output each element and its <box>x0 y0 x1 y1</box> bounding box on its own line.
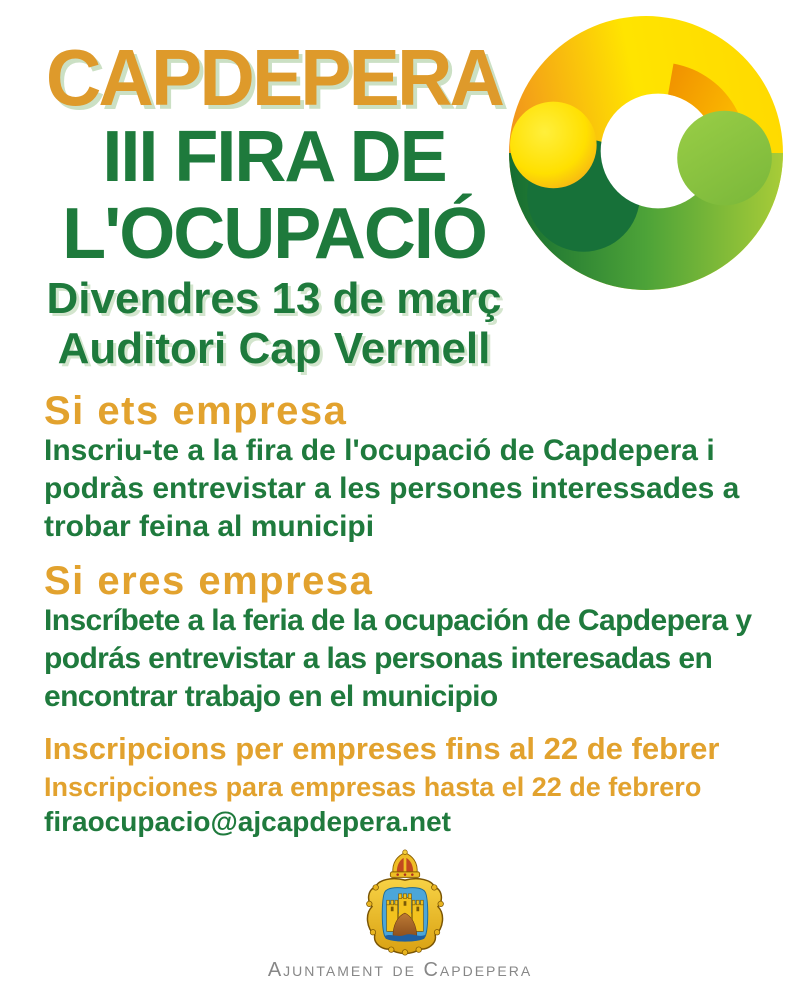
section-body-spanish <box>44 602 784 716</box>
body-line: encontrar trabajo en el municipio <box>44 680 498 713</box>
body-line: Inscriu-te a la fira de l'ocupació de Capdepera i <box>44 434 715 467</box>
contact-email: firaocupacio@ajcapdepera.net <box>44 806 451 837</box>
section-body-catalan <box>44 432 784 546</box>
event-date: Divendres 13 de març <box>46 274 502 323</box>
subtitle-line-1: III FIRA DE <box>102 117 446 197</box>
section-spanish <box>44 561 784 716</box>
deadline-catalan: Inscripcions per empreses fins al 22 de febrer <box>44 731 720 766</box>
body-line: Inscríbete a la feria de la ocupación de Capdepera y <box>44 604 752 637</box>
body-line: podràs entrevistar a les persones interessades a <box>44 472 740 505</box>
section-heading-catalan: Si ets empresa <box>44 389 348 433</box>
section-heading-spanish: Si eres empresa <box>44 559 374 603</box>
body-line: podrás entrevistar a las personas interesadas en <box>44 642 713 675</box>
body-line: trobar feina al municipi <box>44 510 375 543</box>
poster-subtitle <box>0 119 548 273</box>
poster-title: CAPDEPERA <box>45 33 503 122</box>
event-venue: Auditori Cap Vermell <box>57 324 491 373</box>
footer-organization: Ajuntament de Capdepera <box>267 959 533 981</box>
event-info <box>0 274 548 374</box>
crown-icon <box>390 850 419 877</box>
swirl-logo-icon <box>505 12 787 294</box>
subtitle-line-2: L'OCUPACIÓ <box>62 194 486 274</box>
deadline-spanish: Inscripciones para empresas hasta el 22 de febrero <box>44 772 702 802</box>
capdepera-coat-of-arms-icon <box>350 849 460 957</box>
section-catalan <box>44 391 784 546</box>
